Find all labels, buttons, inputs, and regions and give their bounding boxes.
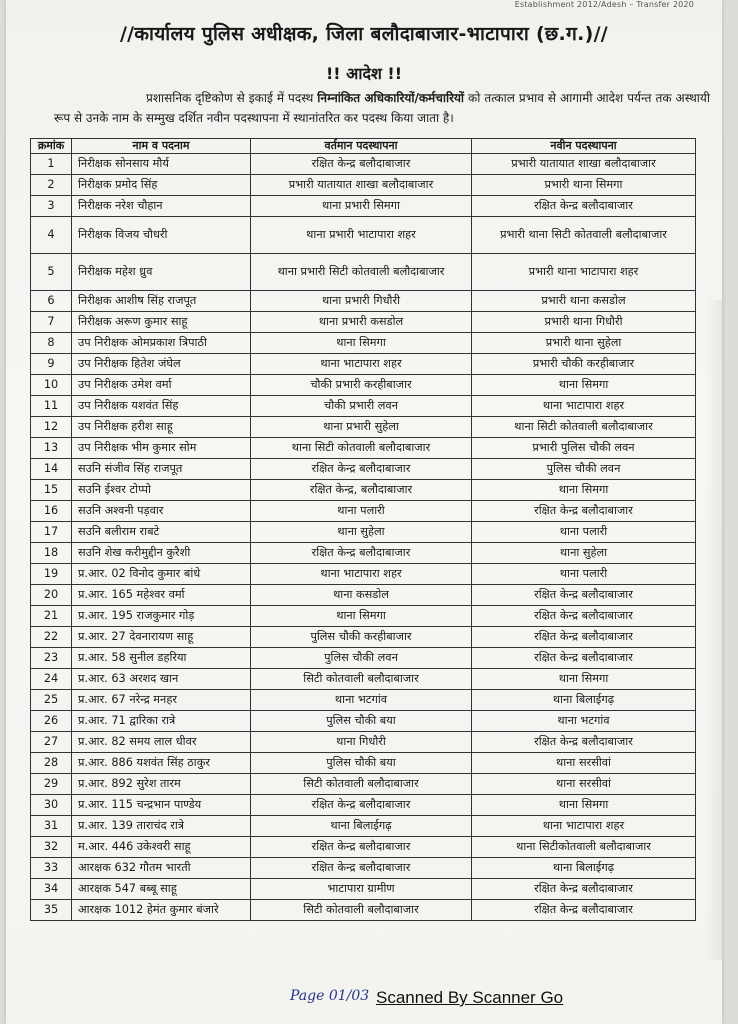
name-cell: प्र.आर. 02 विनोद कुमार बांधे [72,564,251,585]
serial-cell: 34 [31,879,72,900]
table-row [31,438,696,459]
serial-cell: 10 [31,375,72,396]
new-posting-cell: रक्षित केन्द्र बलौदाबाजार [472,732,696,753]
name-cell: प्र.आर. 886 यशवंत सिंह ठाकुर [72,753,251,774]
page-edge-shadow [706,300,722,960]
table-row [31,459,696,480]
name-cell: प्र.आर. 58 सुनील डहरिया [72,648,251,669]
header-serial: क्रमांक [31,139,72,154]
current-posting-cell: सिटी कोतवाली बलौदाबाजार [251,900,472,921]
name-cell: निरीक्षक नरेश चौहान [72,196,251,217]
name-cell: उप निरीक्षक उमेश वर्मा [72,375,251,396]
name-cell: प्र.आर. 115 चन्द्रभान पाण्डेय [72,795,251,816]
name-cell: सउनि संजीव सिंह राजपूत [72,459,251,480]
scanner-watermark: Scanned By Scanner Go [376,988,564,1007]
new-posting-cell: प्रभारी पुलिस चौकी लवन [472,438,696,459]
name-cell: आरक्षक 547 बब्बू साहू [72,879,251,900]
serial-cell: 6 [31,291,72,312]
serial-cell: 2 [31,175,72,196]
new-posting-cell: थाना बिलाईगढ़ [472,690,696,711]
new-posting-cell: थाना सिटीकोतवाली बलौदाबाजार [472,837,696,858]
order-heading: !! आदेश !! [325,64,403,83]
table-row [31,522,696,543]
document-page [6,0,722,1024]
current-posting-cell: पुलिस चौकी करहीबाजार [251,627,472,648]
serial-cell: 5 [31,254,72,291]
serial-cell: 23 [31,648,72,669]
new-posting-cell: थाना बिलाईगढ़ [472,858,696,879]
new-posting-cell: थाना सिमगा [472,480,696,501]
current-posting-cell: प्रभारी यातायात शाखा बलौदाबाजार [251,175,472,196]
table-body [31,154,696,921]
current-posting-cell: थाना सिमगा [251,333,472,354]
intro-part1: प्रशासनिक दृष्टिकोण से इकाई में पदस्थ [146,91,318,105]
name-cell: प्र.आर. 82 समय लाल धीवर [72,732,251,753]
table-row [31,291,696,312]
new-posting-cell: थाना सरसीवां [472,753,696,774]
current-posting-cell: रक्षित केन्द्र बलौदाबाजार [251,543,472,564]
current-posting-cell: थाना गिधौरी [251,732,472,753]
name-cell: निरीक्षक अरूण कुमार साहू [72,312,251,333]
new-posting-cell: प्रभारी यातायात शाखा बलौदाबाजार [472,154,696,175]
table-row [31,711,696,732]
serial-cell: 17 [31,522,72,543]
serial-cell: 13 [31,438,72,459]
table-row [31,175,696,196]
serial-cell: 8 [31,333,72,354]
table-row [31,732,696,753]
serial-cell: 30 [31,795,72,816]
name-cell: सउनि अश्वनी पड़वार [72,501,251,522]
table-row [31,627,696,648]
header-new-posting: नवीन पदस्थापना [472,139,696,154]
new-posting-cell: थाना पलारी [472,564,696,585]
new-posting-cell: प्रभारी थाना सिटी कोतवाली बलौदाबाजार [472,217,696,254]
current-posting-cell: थाना सिमगा [251,606,472,627]
current-posting-cell: चौकी प्रभारी करहीबाजार [251,375,472,396]
current-posting-cell: थाना सुहेला [251,522,472,543]
serial-cell: 19 [31,564,72,585]
serial-cell: 14 [31,459,72,480]
current-posting-cell: पुलिस चौकी लवन [251,648,472,669]
current-posting-cell: चौकी प्रभारी लवन [251,396,472,417]
table-row [31,753,696,774]
table-row [31,543,696,564]
serial-cell: 25 [31,690,72,711]
table-row [31,816,696,837]
new-posting-cell: पुलिस चौकी लवन [472,459,696,480]
new-posting-cell: रक्षित केन्द्र बलौदाबाजार [472,606,696,627]
serial-cell: 29 [31,774,72,795]
name-cell: सउनि बलीराम राबटे [72,522,251,543]
intro-bold: निम्नांकित अधिकारियों/कर्मचारियों [317,91,465,105]
table-row [31,795,696,816]
new-posting-cell: प्रभारी थाना सुहेला [472,333,696,354]
name-cell: निरीक्षक महेश ध्रुव [72,254,251,291]
table-row [31,774,696,795]
table-row [31,333,696,354]
table-header-row [31,139,696,154]
table-row [31,417,696,438]
serial-cell: 33 [31,858,72,879]
current-posting-cell: रक्षित केन्द्र बलौदाबाजार [251,858,472,879]
name-cell: निरीक्षक सोनसाय मौर्य [72,154,251,175]
current-posting-cell: थाना प्रभारी कसडोल [251,312,472,333]
new-posting-cell: थाना पलारी [472,522,696,543]
intro-part2: को तत्काल प्रभाव से आगामी आदेश पर्यन्त तक अस्थायी रूप से उनके नाम के सम्मुख दर्शित नवीन पदस्थापना में स्थानांतरित कर पदस्थ किया जाता है। [54,91,710,125]
current-posting-cell: थाना भाटापारा शहर [251,564,472,585]
table-row [31,217,696,254]
current-posting-cell: सिटी कोतवाली बलौदाबाजार [251,669,472,690]
table-row [31,480,696,501]
table-row [31,669,696,690]
new-posting-cell: थाना सिमगा [472,375,696,396]
new-posting-cell: रक्षित केन्द्र बलौदाबाजार [472,900,696,921]
serial-cell: 7 [31,312,72,333]
header-current-posting: वर्तमान पदस्थापना [251,139,472,154]
table-row [31,837,696,858]
serial-cell: 31 [31,816,72,837]
current-posting-cell: भाटापारा ग्रामीण [251,879,472,900]
name-cell: प्र.आर. 165 महेश्वर वर्मा [72,585,251,606]
page-number: Page 01/03 [290,988,370,1004]
table-row [31,879,696,900]
new-posting-cell: रक्षित केन्द्र बलौदाबाजार [472,196,696,217]
new-posting-cell: थाना सिमगा [472,795,696,816]
table-row [31,501,696,522]
current-posting-cell: थाना सिटी कोतवाली बलौदाबाजार [251,438,472,459]
table-row [31,690,696,711]
name-cell: प्र.आर. 139 ताराचंद रात्रे [72,816,251,837]
name-cell: निरीक्षक आशीष सिंह राजपूत [72,291,251,312]
serial-cell: 22 [31,627,72,648]
current-posting-cell: थाना प्रभारी सिमगा [251,196,472,217]
serial-cell: 18 [31,543,72,564]
serial-cell: 9 [31,354,72,375]
new-posting-cell: रक्षित केन्द्र बलौदाबाजार [472,501,696,522]
header-strip: Establishment 2012/Adesh – Transfer 2020 [514,0,694,9]
name-cell: निरीक्षक विजय चौधरी [72,217,251,254]
name-cell: प्र.आर. 27 देवनारायण साहू [72,627,251,648]
table-row [31,396,696,417]
current-posting-cell: थाना बिलाईगढ़ [251,816,472,837]
name-cell: प्र.आर. 892 सुरेश तारम [72,774,251,795]
new-posting-cell: थाना भाटापारा शहर [472,816,696,837]
serial-cell: 20 [31,585,72,606]
name-cell: आरक्षक 632 गौतम भारती [72,858,251,879]
serial-cell: 28 [31,753,72,774]
name-cell: निरीक्षक प्रमोद सिंह [72,175,251,196]
current-posting-cell: थाना भाटापारा शहर [251,354,472,375]
serial-cell: 32 [31,837,72,858]
header-name: नाम व पदनाम [72,139,251,154]
name-cell: प्र.आर. 195 राजकुमार गोड़ [72,606,251,627]
table-row [31,564,696,585]
serial-cell: 26 [31,711,72,732]
serial-cell: 12 [31,417,72,438]
serial-cell: 11 [31,396,72,417]
current-posting-cell: थाना प्रभारी गिधौरी [251,291,472,312]
new-posting-cell: थाना भटगांव [472,711,696,732]
current-posting-cell: थाना प्रभारी भाटापारा शहर [251,217,472,254]
table-row [31,375,696,396]
current-posting-cell: रक्षित केन्द्र बलौदाबाजार [251,154,472,175]
table-row [31,354,696,375]
new-posting-cell: प्रभारी थाना गिधौरी [472,312,696,333]
table-row [31,196,696,217]
table-row [31,858,696,879]
serial-cell: 16 [31,501,72,522]
new-posting-cell: रक्षित केन्द्र बलौदाबाजार [472,627,696,648]
name-cell: प्र.आर. 71 द्वारिका रात्रे [72,711,251,732]
new-posting-cell: थाना सरसीवां [472,774,696,795]
current-posting-cell: पुलिस चौकी बया [251,711,472,732]
new-posting-cell: थाना सुहेला [472,543,696,564]
transfer-table [30,138,696,921]
name-cell: आरक्षक 1012 हेमंत कुमार बंजारे [72,900,251,921]
new-posting-cell: प्रभारी थाना भाटापारा शहर [472,254,696,291]
current-posting-cell: रक्षित केन्द्र, बलौदाबाजार [251,480,472,501]
serial-cell: 27 [31,732,72,753]
new-posting-cell: थाना भाटापारा शहर [472,396,696,417]
current-posting-cell: थाना भटगांव [251,690,472,711]
name-cell: प्र.आर. 67 नरेन्द्र मनहर [72,690,251,711]
table-row [31,648,696,669]
new-posting-cell: प्रभारी थाना सिमगा [472,175,696,196]
current-posting-cell: थाना प्रभारी सिटी कोतवाली बलौदाबाजार [251,254,472,291]
new-posting-cell: थाना सिटी कोतवाली बलौदाबाजार [472,417,696,438]
serial-cell: 1 [31,154,72,175]
name-cell: उप निरीक्षक भीम कुमार सोम [72,438,251,459]
office-title: //कार्यालय पुलिस अधीक्षक, जिला बलौदाबाजार-भाटापारा (छ.ग.)// [119,23,609,45]
current-posting-cell: थाना प्रभारी सुहेला [251,417,472,438]
current-posting-cell: थाना कसडोल [251,585,472,606]
current-posting-cell: सिटी कोतवाली बलौदाबाजार [251,774,472,795]
name-cell: उप निरीक्षक यशवंत सिंह [72,396,251,417]
new-posting-cell: रक्षित केन्द्र बलौदाबाजार [472,585,696,606]
new-posting-cell: थाना सिमगा [472,669,696,690]
order-intro [54,88,710,128]
new-posting-cell: प्रभारी थाना कसडोल [472,291,696,312]
new-posting-cell: रक्षित केन्द्र बलौदाबाजार [472,648,696,669]
table-row [31,900,696,921]
current-posting-cell: रक्षित केन्द्र बलौदाबाजार [251,459,472,480]
serial-cell: 4 [31,217,72,254]
serial-cell: 21 [31,606,72,627]
new-posting-cell: रक्षित केन्द्र बलौदाबाजार [472,879,696,900]
name-cell: उप निरीक्षक हितेश जंघेल [72,354,251,375]
serial-cell: 15 [31,480,72,501]
table-row [31,254,696,291]
current-posting-cell: रक्षित केन्द्र बलौदाबाजार [251,795,472,816]
table-row [31,312,696,333]
current-posting-cell: पुलिस चौकी बया [251,753,472,774]
table-row [31,585,696,606]
table-row [31,154,696,175]
new-posting-cell: प्रभारी चौकी करहीबाजार [472,354,696,375]
name-cell: उप निरीक्षक ओमप्रकाश त्रिपाठी [72,333,251,354]
name-cell: म.आर. 446 उकेश्वरी साहू [72,837,251,858]
table-row [31,606,696,627]
serial-cell: 24 [31,669,72,690]
name-cell: उप निरीक्षक हरीश साहू [72,417,251,438]
serial-cell: 3 [31,196,72,217]
current-posting-cell: थाना पलारी [251,501,472,522]
name-cell: सउनि ईश्वर टोप्पो [72,480,251,501]
name-cell: सउनि शेख करीमुद्दीन कुरैशी [72,543,251,564]
current-posting-cell: रक्षित केन्द्र बलौदाबाजार [251,837,472,858]
name-cell: प्र.आर. 63 अरशद खान [72,669,251,690]
serial-cell: 35 [31,900,72,921]
